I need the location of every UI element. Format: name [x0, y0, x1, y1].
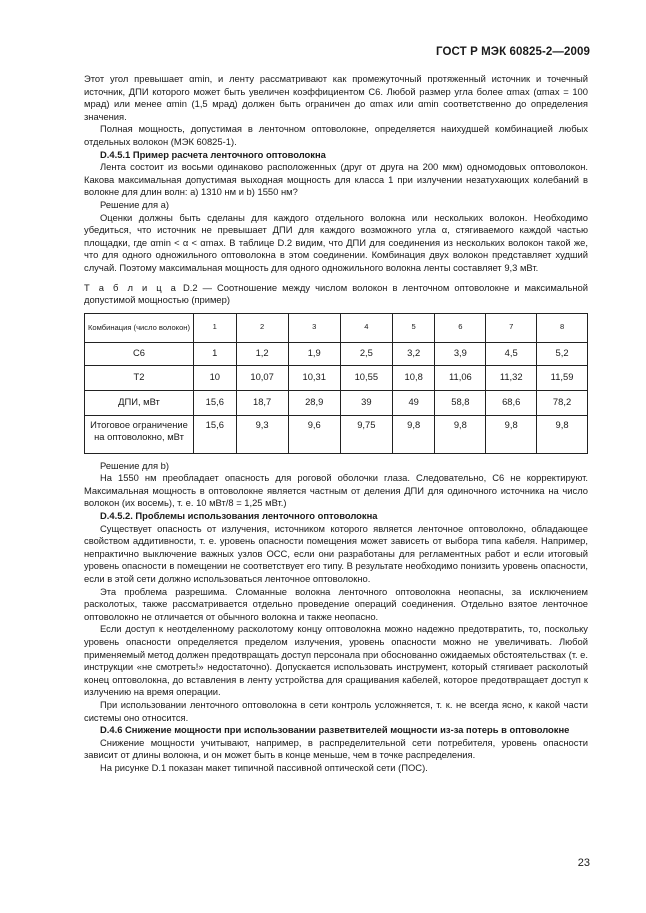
- table-row: [85, 390, 588, 415]
- paragraph: Лента состоит из восьми одинаково расположенных (друг от друга на 200 мкм) одномодовых оптоволокон. Какова максимальная допустимая выходная мощность для класса 1 при излучении незатухающих колебаний в волокне для длин волн: a) 1310 нм и b) 1550 нм?: [84, 161, 588, 198]
- paragraph: Существует опасность от излучения, источником которого является ленточное оптоволокно, обладающее свойством аддитивности, т. е. уровень опасности помещения может зависеть от выбора типа кабеля. Например, непрактично выключение важных узлов ОСС, если они разработаны для регламентных работ и если итоговый уровень опасности в помещении не соответствует его типу. В результате необходимо понизить уровень опасности, если в этой сети должно использоваться ленточное оптоволокно.: [84, 522, 588, 585]
- paragraph: Если доступ к неотделенному расколотому концу оптоволокна можно надежно предотвратить, то, поскольку уровень опасности определяется пределом излучения, уровень опасности можно не увеличивать. Любой применяемый метод должен предотвращать доступ персонала при обоснованно ожидаемых обстоятельствах (т. е. инструкции «не смотреть!» недостаточно). Допускается использовать инструмент, который стягивает расколотый конец оптоволокна, до вставления в ленту устройства для сращивания кабелей, которое предотвращает доступ к излучению на время операции.: [84, 623, 588, 698]
- table-cell: 58,8: [435, 390, 486, 415]
- table-cell: 3,9: [435, 342, 486, 365]
- table-cell: 4,5: [486, 342, 537, 365]
- table-header-label: Комбинация (число волокон): [85, 313, 194, 342]
- table-cell: 18,7: [236, 390, 288, 415]
- table-column-header: 2: [236, 313, 288, 342]
- page-body: [84, 73, 588, 775]
- section-heading: D.4.5.1 Пример расчета ленточного оптоволокна: [100, 148, 326, 160]
- section-heading: D.4.5.2. Проблемы использования ленточного оптоволокна: [100, 510, 378, 522]
- table-cell: 49: [392, 390, 435, 415]
- table-caption: [84, 282, 588, 307]
- paragraph: Оценки должны быть сделаны для каждого отдельного волокна или нескольких волокон. Необходимо убедиться, что источник не превышает ДПИ для каждого возможного угла α, стягиваемого каждой частью площадки, где αmin < α < αmax. В таблице D.2 видим, что ДПИ для соединения из нескольких волокон такой же, что для одного одножильного оптоволокна в этом соединении. Комбинация двух волокон представляет худший случай. Поэтому максимальная мощность для одного одножильного волокна ленты составляет 9,3 мВт.: [84, 211, 588, 273]
- table-cell: 11,32: [486, 365, 537, 390]
- paragraph: На рисунке D.1 показан макет типичной пассивной оптической сети (ПОС).: [100, 761, 428, 773]
- table-cell: 39: [340, 390, 392, 415]
- table-cell: 9,8: [486, 415, 537, 453]
- row-label: ДПИ, мВт: [85, 390, 194, 415]
- table-cell: 10: [194, 365, 237, 390]
- table-cell: 5,2: [537, 342, 588, 365]
- table-cell: 9,3: [236, 415, 288, 453]
- table-cell: 15,6: [194, 390, 237, 415]
- table-cell: 9,75: [340, 415, 392, 453]
- paragraph: Решение для а): [100, 198, 169, 210]
- table-cell: 68,6: [486, 390, 537, 415]
- table-cell: 1,2: [236, 342, 288, 365]
- table-cell: 78,2: [537, 390, 588, 415]
- table-cell: 10,31: [288, 365, 340, 390]
- table-cell: 10,07: [236, 365, 288, 390]
- data-table: [84, 313, 588, 454]
- table-cell: 9,8: [435, 415, 486, 453]
- table-cell: 1: [194, 342, 237, 365]
- table-cell: 11,59: [537, 365, 588, 390]
- table-cell: 11,06: [435, 365, 486, 390]
- row-label: T2: [85, 365, 194, 390]
- table-column-header: 3: [288, 313, 340, 342]
- table-cell: 15,6: [194, 415, 237, 453]
- table-cell: 9,8: [392, 415, 435, 453]
- table-column-header: 5: [392, 313, 435, 342]
- document-header: ГОСТ Р МЭК 60825-2—2009: [436, 46, 590, 58]
- table-cell: 10,8: [392, 365, 435, 390]
- table-cell: 1,9: [288, 342, 340, 365]
- paragraph: Полная мощность, допустимая в ленточном оптоволокне, определяется наихудшей комбинацией любых отдельных волокон (МЭК 60825-1).: [84, 123, 588, 147]
- table-header-row: [85, 313, 588, 342]
- table-cell: 10,55: [340, 365, 392, 390]
- table-column-header: 7: [486, 313, 537, 342]
- paragraph: При использовании ленточного оптоволокна в сети контроль усложняется, т. к. не всегда ясно, к какой части системы оно относится.: [84, 698, 588, 723]
- paragraph: Эта проблема разрешима. Сломанные волокна ленточного оптоволокна неопасны, за исключением расколотых, также рассматривается отдельно проведение операций соединения. Отдельно взятое ленточное оптоволокно не отличается от обычного волокна и также неопасно.: [84, 585, 588, 622]
- table-column-header: 6: [435, 313, 486, 342]
- paragraph: Решение для b): [100, 459, 169, 471]
- paragraph: Снижение мощности учитывают, например, в распределительной сети потребителя, уровень опасности зависит от длины волокна, и он может быть в конце меньше, чем в точке распределения.: [84, 736, 588, 761]
- table-row: [85, 415, 588, 453]
- table-column-header: 8: [537, 313, 588, 342]
- page-number: 23: [577, 857, 590, 869]
- table-caption-prefix: Т а б л и ц а: [84, 281, 178, 293]
- table-cell: 28,9: [288, 390, 340, 415]
- table-caption-text: D.2 — Соотношение между числом волокон в ленточном оптоволокне и максимальной допустимой мощностью (пример): [84, 281, 588, 306]
- table-cell: 2,5: [340, 342, 392, 365]
- table-row: [85, 342, 588, 365]
- table-column-header: 1: [194, 313, 237, 342]
- row-label: Итоговое ограничение на оптоволокно, мВт: [85, 415, 194, 453]
- table-cell: 9,8: [537, 415, 588, 453]
- row-label: C6: [85, 342, 194, 365]
- paragraph: На 1550 нм преобладает опасность для роговой оболочки глаза. Следовательно, C6 не корректируют. Максимальная мощность в оптоволокне является частным от деления ДПИ для одиночного источника на число волокон (их восемь), т. е. 10 мВт/8 = 1,25 мВт.): [84, 472, 588, 509]
- paragraph: Этот угол превышает αmin, и ленту рассматривают как промежуточный протяженный источник и точечный источник, ДПИ которого может быть увеличен коэффициентом C6. Любой размер угла более αmax (αmax = 100 мрад) или менее αmin (1,5 мрад) должен быть ограничен до αmax или αmin соответственно до определения значения.: [84, 73, 588, 122]
- table-column-header: 4: [340, 313, 392, 342]
- table-cell: 3,2: [392, 342, 435, 365]
- table-row: [85, 365, 588, 390]
- section-heading: D.4.6 Снижение мощности при использовании разветвителей мощности из-за потерь в оптоволокне: [100, 724, 570, 736]
- table-cell: 9,6: [288, 415, 340, 453]
